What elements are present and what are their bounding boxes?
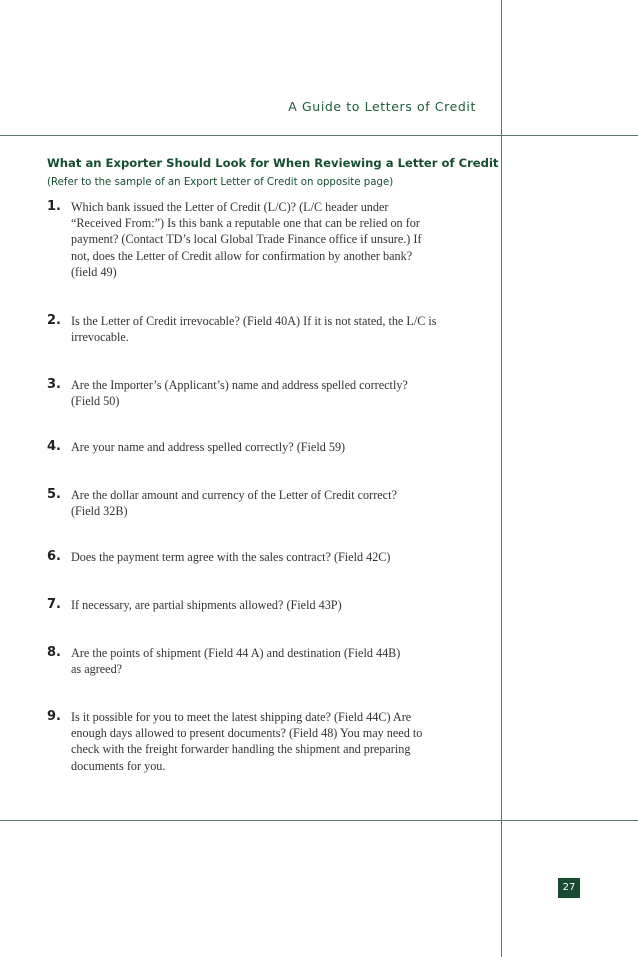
question-number: 8. — [47, 645, 61, 660]
question-line: (Field 50) — [71, 394, 120, 409]
question-number: 5. — [47, 487, 61, 502]
question-text — [71, 709, 481, 774]
question-number: 2. — [47, 313, 61, 328]
question-line: not, does the Letter of Credit allow for confirmation by another bank? — [71, 248, 413, 263]
question-text — [71, 199, 481, 280]
question-line: Is the Letter of Credit irrevocable? (Field 40A) If it is not stated, the L/C is — [71, 314, 437, 328]
question-line: payment? (Contact TD’s local Global Trade Finance office if unsure.) If — [71, 232, 422, 247]
question-line: as agreed? — [71, 662, 123, 677]
question-line: Are the Importer’s (Applicant’s) name and address spelled correctly? — [71, 378, 408, 392]
question-line: irrevocable. — [71, 330, 129, 345]
question-text — [71, 487, 481, 519]
footer-rule — [0, 820, 638, 821]
question-line: Is it possible for you to meet the latest shipping date? (Field 44C) Are — [71, 710, 412, 724]
question-line: Are the dollar amount and currency of the Letter of Credit correct? — [71, 488, 397, 502]
question-line: Which bank issued the Letter of Credit (L/C)? (L/C header under — [71, 200, 389, 214]
running-header: A Guide to Letters of Credit — [288, 99, 476, 114]
question-line: (field 49) — [71, 264, 117, 279]
page-number: 27 — [558, 878, 580, 898]
question-number: 6. — [47, 549, 61, 564]
question-number: 7. — [47, 597, 61, 612]
question-line: (Field 32B) — [71, 504, 128, 519]
question-line: If necessary, are partial shipments allowed? (Field 43P) — [71, 598, 342, 612]
question-line: “Received From:”) Is this bank a reputable one that can be relied on for — [71, 216, 420, 231]
question-line: enough days allowed to present documents? (Field 48) You may need to — [71, 726, 423, 741]
header-rule — [0, 135, 638, 136]
question-line: documents for you. — [71, 758, 166, 773]
question-line: Are the points of shipment (Field 44 A) and destination (Field 44B) — [71, 646, 401, 660]
question-number: 3. — [47, 377, 61, 392]
question-text — [71, 549, 481, 565]
question-number: 1. — [47, 199, 61, 214]
vertical-rule — [501, 0, 502, 957]
question-line: check with the freight forwarder handling the shipment and preparing — [71, 742, 411, 757]
question-text — [71, 313, 481, 345]
question-line: Are your name and address spelled correctly? (Field 59) — [71, 440, 346, 454]
question-text — [71, 439, 481, 455]
question-number: 9. — [47, 709, 61, 724]
question-line: Does the payment term agree with the sales contract? (Field 42C) — [71, 550, 391, 564]
question-text — [71, 597, 481, 613]
question-text — [71, 377, 481, 409]
question-number: 4. — [47, 439, 61, 454]
question-text — [71, 645, 481, 677]
section-subtitle: (Refer to the sample of an Export Letter of Credit on opposite page) — [47, 177, 394, 188]
section-title: What an Exporter Should Look for When Reviewing a Letter of Credit — [47, 156, 499, 170]
